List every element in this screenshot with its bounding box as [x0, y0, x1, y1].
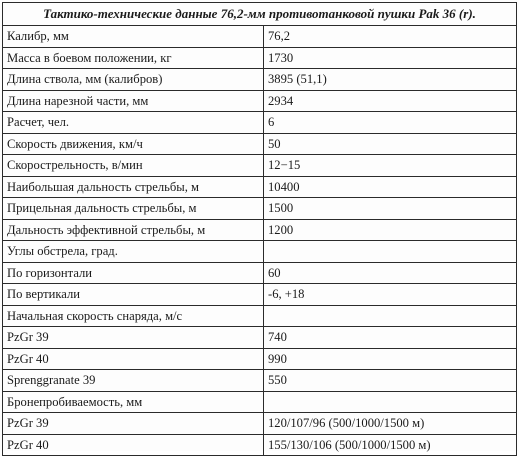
row-value: 155/130/106 (500/1000/1500 м)	[264, 434, 517, 456]
row-value: 10400	[264, 176, 517, 198]
row-value: 990	[264, 348, 517, 370]
row-value: 1200	[264, 219, 517, 241]
row-value: 120/107/96 (500/1000/1500 м)	[264, 413, 517, 435]
table-row	[3, 348, 517, 370]
row-value: 60	[264, 262, 517, 284]
row-value: 1500	[264, 198, 517, 220]
spec-table	[2, 2, 517, 456]
table-row	[3, 219, 517, 241]
table-row	[3, 90, 517, 112]
row-value: 550	[264, 370, 517, 392]
table-row	[3, 155, 517, 177]
table-row	[3, 284, 517, 306]
row-value	[264, 241, 517, 263]
row-label: Наибольшая дальность стрельбы, м	[3, 176, 264, 198]
table-row	[3, 391, 517, 413]
row-label: Расчет, чел.	[3, 112, 264, 134]
row-label: Sprenggranate 39	[3, 370, 264, 392]
row-label: Дальность эффективной стрельбы, м	[3, 219, 264, 241]
row-label: PzGr 39	[3, 413, 264, 435]
row-label: Бронепробиваемость, мм	[3, 391, 264, 413]
row-value	[264, 391, 517, 413]
row-value	[264, 305, 517, 327]
table-title-row	[3, 3, 517, 26]
row-label: Скорострельность, в/мин	[3, 155, 264, 177]
row-label: Скорость движения, км/ч	[3, 133, 264, 155]
row-value: 2934	[264, 90, 517, 112]
table-row	[3, 47, 517, 69]
table-row	[3, 69, 517, 91]
table-row	[3, 176, 517, 198]
row-value: 3895 (51,1)	[264, 69, 517, 91]
table-row	[3, 413, 517, 435]
table-row	[3, 241, 517, 263]
row-value: 50	[264, 133, 517, 155]
row-label: PzGr 40	[3, 348, 264, 370]
table-row	[3, 370, 517, 392]
table-title: Тактико-технические данные 76,2-мм противотанковой пушки Pak 36 (r).	[3, 3, 517, 26]
row-label: Масса в боевом положении, кг	[3, 47, 264, 69]
row-label: Начальная скорость снаряда, м/с	[3, 305, 264, 327]
table-row	[3, 133, 517, 155]
row-value: 76,2	[264, 26, 517, 48]
row-value: 6	[264, 112, 517, 134]
table-row	[3, 198, 517, 220]
row-value: 1730	[264, 47, 517, 69]
table-row	[3, 305, 517, 327]
table-row	[3, 26, 517, 48]
row-value: 12−15	[264, 155, 517, 177]
table-row	[3, 434, 517, 456]
row-label: По горизонтали	[3, 262, 264, 284]
table-row	[3, 262, 517, 284]
row-value: -6, +18	[264, 284, 517, 306]
table-row	[3, 327, 517, 349]
row-label: По вертикали	[3, 284, 264, 306]
spec-table-body	[3, 26, 517, 456]
row-label: Длина нарезной части, мм	[3, 90, 264, 112]
row-label: PzGr 40	[3, 434, 264, 456]
row-label: Углы обстрела, град.	[3, 241, 264, 263]
row-label: Калибр, мм	[3, 26, 264, 48]
row-label: Длина ствола, мм (калибров)	[3, 69, 264, 91]
row-value: 740	[264, 327, 517, 349]
table-row	[3, 112, 517, 134]
row-label: Прицельная дальность стрельбы, м	[3, 198, 264, 220]
row-label: PzGr 39	[3, 327, 264, 349]
